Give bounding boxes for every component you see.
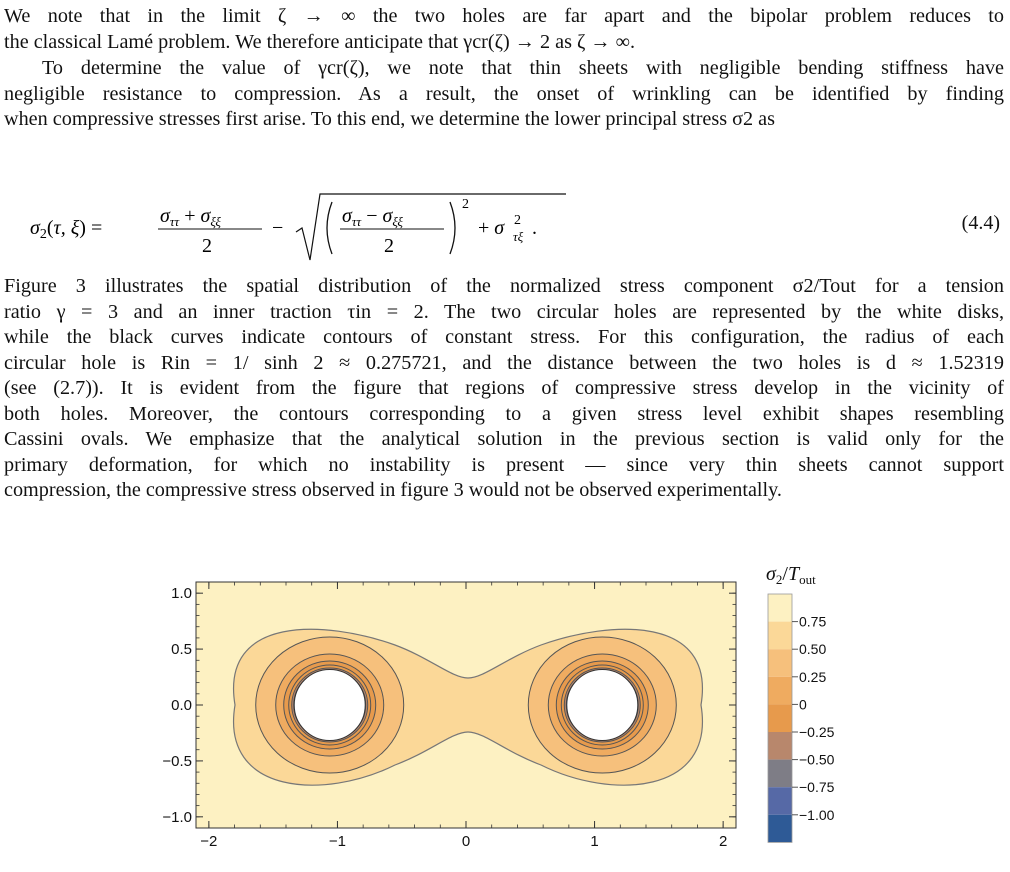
colorbar-label: −1.00 [799,806,835,823]
equation-4-4 [0,188,1010,268]
colorbar-swatch [768,787,792,815]
hole-disk [567,670,638,741]
text-line: Cassini ovals. We emphasize that the analytical solution in the previous section is valid only for the [4,428,1004,450]
text-line: We note that in the limit ζ → ∞ the two holes are far apart and the bipolar problem reduces to [4,5,1004,27]
y-tick-label: 0.5 [171,641,192,659]
y-tick-label: −1.0 [162,808,192,826]
colorbar-swatch [768,622,792,650]
colorbar-label: 0.50 [799,641,827,658]
svg-text:2: 2 [384,235,394,257]
text-line: negligible resistance to compression. As a result, the onset of wrinkling can be identified by finding [4,82,1004,105]
y-tick-label: −0.5 [162,752,192,770]
colorbar-swatch [768,704,792,732]
colorbar-swatch [768,594,792,622]
x-tick-label: −1 [328,833,346,850]
svg-text:.: . [532,217,537,239]
paragraph-1 [4,4,1004,55]
svg-text:−: − [272,217,284,239]
equation-number: (4.4) [961,212,1000,234]
svg-text:2: 2 [202,235,212,257]
x-tick-label: −2 [200,833,218,850]
svg-text:σττ + σξξ: $\sigma_{\tau\tau} + \sigma_{\xi\xi}$ [160,205,221,229]
colorbar-swatch [768,815,792,843]
hole-disk [294,670,365,741]
text-line: (see (2.7)). It is evident from the figure that regions of compressive stress develop in the vicinity of [4,377,1004,399]
colorbar-label: 0.25 [799,668,827,685]
y-tick-label: 1.0 [171,585,192,603]
text-line: while the black curves indicate contours of constant stress. For this configuration, the radius of each [4,326,1004,348]
hole-right-contours [528,637,676,773]
svg-text:2: 2 [462,197,469,212]
colorbar-swatch [768,760,792,788]
svg-text:σ2(τ, ξ) =: $\sigma_2(\tau$, ξ) = [30,217,103,242]
x-tick-label: 1 [590,833,599,850]
text-line: when compressive stresses first arise. To this end, we determine the lower principal stress σ2 as [4,108,775,130]
svg-text:2: 2 [514,213,521,228]
stress-contour-figure [130,560,870,865]
svg-text:τξ: τξ [513,229,524,244]
paragraph-3 [4,274,1004,504]
colorbar-swatch [768,649,792,677]
colorbar-legend [766,563,835,842]
text-line: compression, the compressive stress observed in figure 3 would not be observed experimentally. [4,479,782,501]
colorbar-label: 0 [799,696,807,713]
text-line: primary deformation, for which no instability is present — since very thin sheets cannot support [4,453,1004,476]
hole-left-contours [256,637,404,773]
colorbar-swatch [768,677,792,705]
text-line: Figure 3 illustrates the spatial distribution of the normalized stress component σ2/Tout for a tension [4,275,1004,297]
paragraph-2 [4,56,1004,133]
colorbar-label: −0.50 [799,751,835,768]
text-line: both holes. Moreover, the contours corresponding to a given stress level exhibit shapes resembling [4,402,1004,425]
legend-title: $\sigma_2/T_{out}$ [766,563,816,587]
y-tick-label: 0.0 [171,697,192,714]
colorbar-label: −0.75 [799,779,835,796]
svg-text:σττ − σξξ: $\sigma_{\tau\tau} - \sigma_{\xi\xi}$ [342,205,403,229]
equation-formula [20,188,580,268]
x-tick-label: 2 [718,833,728,850]
colorbar-swatch [768,732,792,760]
text-line: the classical Lamé problem. We therefore anticipate that γcr(ζ) → 2 as ζ → ∞. [4,30,636,53]
colorbar-label: 0.75 [799,613,827,630]
x-tick-label: 0 [461,833,471,850]
text-line: ratio γ = 3 and an inner traction τin = 2. The two circular holes are represented by the white disks, [4,300,1004,323]
text-line: To determine the value of γcr(ζ), we note that thin sheets with negligible bending stiffness have [42,57,1004,79]
colorbar-label: −0.25 [799,724,835,740]
svg-text:+ σ: + σ [478,217,505,239]
text-line: circular hole is Rin = 1/ sinh 2 ≈ 0.275721, and the distance between the two holes is d ≈ 1.52319 [4,351,1004,374]
